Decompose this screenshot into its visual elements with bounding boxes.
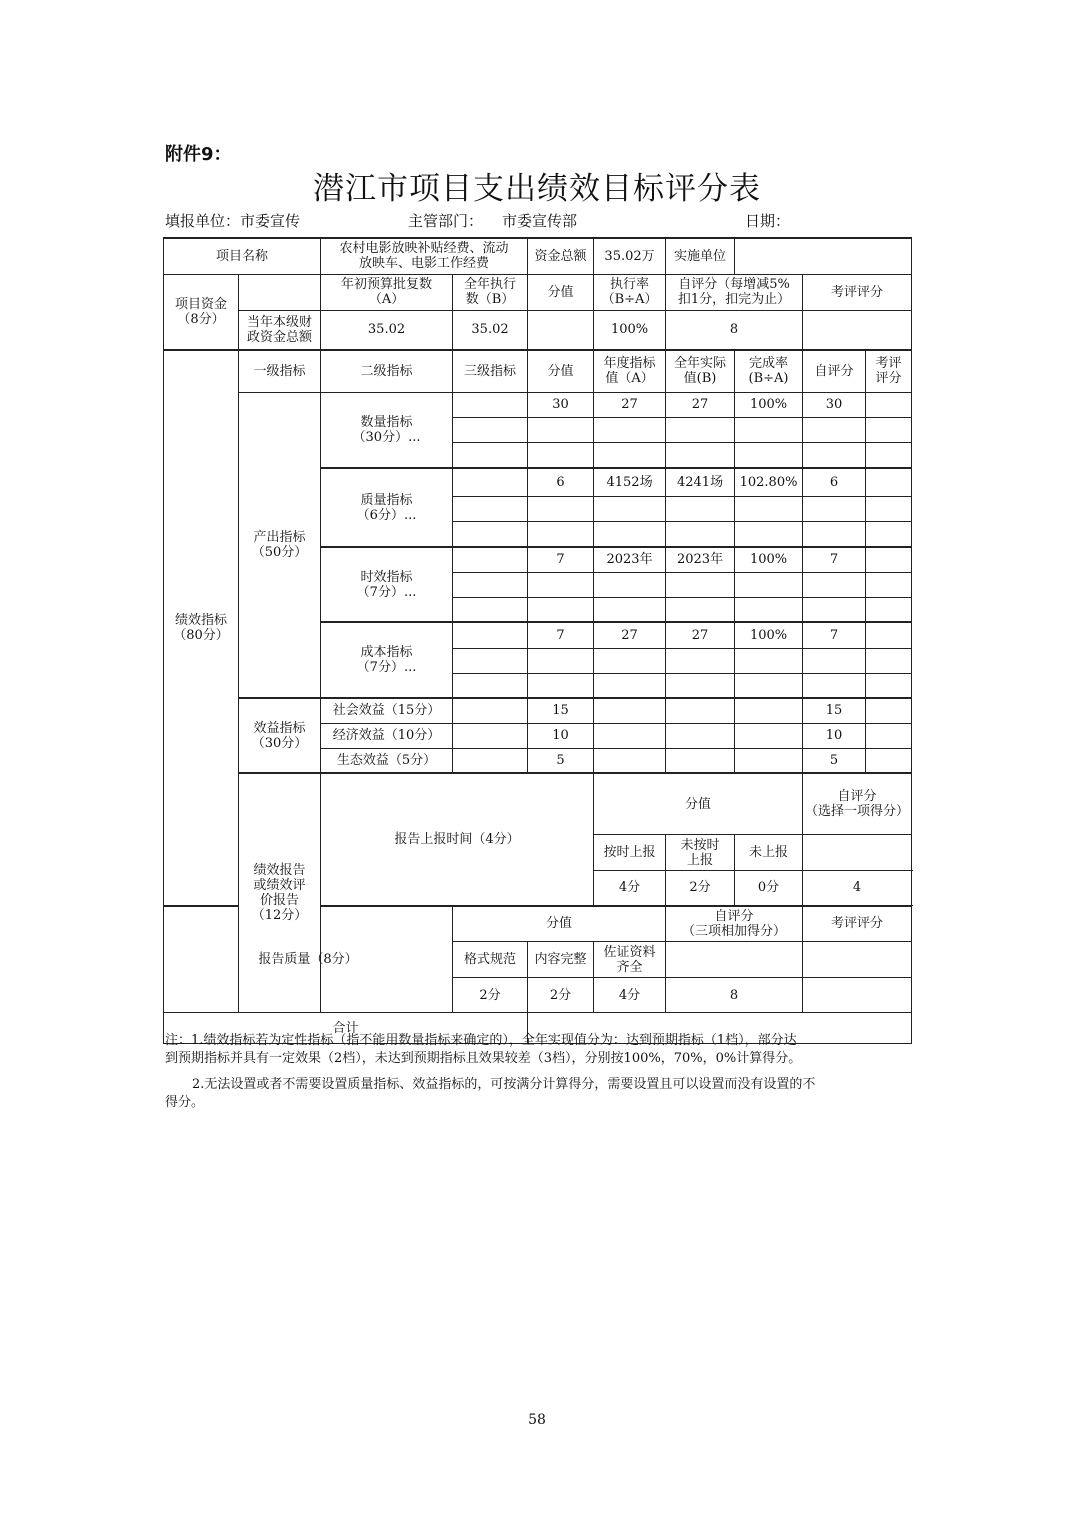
date-label: 日期： <box>745 212 791 230</box>
none-points: 0分 <box>735 871 803 906</box>
perf-score-header: 分值 <box>528 350 594 392</box>
ecological-benefit: 生态效益（5分） <box>321 748 453 773</box>
page-number: 58 <box>528 1412 546 1428</box>
economic-benefit: 经济效益（10分） <box>321 723 453 748</box>
self-score-cell: 7 <box>803 547 866 572</box>
rate-cell: 100% <box>735 622 803 648</box>
actual-header: 全年实际 值(B) <box>666 350 735 392</box>
self-score-cell: 30 <box>803 392 866 417</box>
project-name-label: 项目名称 <box>164 238 321 274</box>
complete-points: 2分 <box>528 978 594 1013</box>
level3-cell <box>453 748 528 773</box>
report-time-label: 报告上报时间（4分） <box>321 773 594 906</box>
eval-cell <box>866 622 912 648</box>
level3-cell <box>453 392 528 417</box>
attachment-label: 附件9： <box>165 144 232 165</box>
score-table <box>163 237 912 1044</box>
level3-cell <box>453 547 528 572</box>
on-time-points: 4分 <box>594 871 666 906</box>
impl-unit-label: 实施单位 <box>666 238 735 274</box>
score-cell: 7 <box>528 622 594 648</box>
perf-eval-header: 考评 评分 <box>866 350 912 392</box>
dept-value: 市委宣传部 <box>502 212 578 230</box>
evidence-option: 佐证资料 齐全 <box>594 942 666 978</box>
total-label: 合计 <box>164 1013 528 1044</box>
completion-rate-header: 完成率 (B÷A) <box>735 350 803 392</box>
score-cell: 7 <box>528 547 594 572</box>
level2-header: 二级指标 <box>321 350 453 392</box>
funds-rate-value: 100% <box>594 310 666 350</box>
funds-budget-value: 35.02 <box>321 310 453 350</box>
report-time-score-header: 分值 <box>594 773 803 835</box>
report-time-self-value: 4 <box>803 871 912 906</box>
funds-score-value <box>528 310 594 350</box>
total-funds-value: 35.02万 <box>594 238 666 274</box>
report-quality-self-value: 8 <box>666 978 803 1013</box>
cost-indicator: 成本指标 （7分）... <box>321 622 453 698</box>
report-quality-score-header: 分值 <box>453 906 666 942</box>
target-cell: 27 <box>594 392 666 417</box>
late-option: 未按时 上报 <box>666 835 735 871</box>
self-score-cell: 5 <box>803 748 866 773</box>
format-points: 2分 <box>453 978 528 1013</box>
self-score-cell: 10 <box>803 723 866 748</box>
funds-self-score-value: 8 <box>666 310 803 350</box>
score-cell: 6 <box>528 468 594 496</box>
actual-cell: 4241场 <box>666 468 735 496</box>
funds-score-header: 分值 <box>528 274 594 310</box>
funds-self-score-header: 自评分（每增减5% 扣1分，扣完为止） <box>666 274 803 310</box>
funds-exec-value: 35.02 <box>453 310 528 350</box>
note-1: 注：1.绩效指标若为定性指标（指不能用数量指标来确定的），全年实现值分为：达到预期指标（1档），部分达 到预期指标并具有一定效果（2档），未达到预期指标且效果较差（3档），分别按100%，70%，0%计算得分。 <box>165 1033 802 1066</box>
perf-label: 绩效指标 （80分） <box>164 350 239 906</box>
report-time-self-header: 自评分 （选择一项得分） <box>803 773 912 835</box>
dept-label: 主管部门： <box>408 212 484 230</box>
project-funds-label: 项目资金 （8分） <box>164 274 239 350</box>
total-funds-label: 资金总额 <box>528 238 594 274</box>
page-title: 潜江市项目支出绩效目标评分表 <box>313 171 761 207</box>
late-points: 2分 <box>666 871 735 906</box>
eval-cell <box>866 468 912 496</box>
level3-cell <box>453 698 528 723</box>
report-quality-eval-header: 考评评分 <box>803 906 912 942</box>
eval-cell <box>866 392 912 417</box>
self-score-cell: 7 <box>803 622 866 648</box>
target-cell: 4152场 <box>594 468 666 496</box>
output-indicator-label: 产出指标 （50分） <box>239 392 321 698</box>
self-score-cell: 15 <box>803 698 866 723</box>
self-score-cell: 6 <box>803 468 866 496</box>
level3-cell <box>453 622 528 648</box>
quality-indicator: 质量指标 （6分）... <box>321 468 453 547</box>
level3-cell <box>453 468 528 496</box>
benefit-indicator-label: 效益指标 （30分） <box>239 698 321 773</box>
level3-header: 三级指标 <box>453 350 528 392</box>
rate-cell: 100% <box>735 547 803 572</box>
rate-cell: 102.80% <box>735 468 803 496</box>
level1-header: 一级指标 <box>239 350 321 392</box>
target-cell: 2023年 <box>594 547 666 572</box>
impl-unit-value <box>735 238 912 274</box>
not-reported-option: 未上报 <box>735 835 803 871</box>
funds-blank-header <box>239 274 321 310</box>
score-cell: 30 <box>528 392 594 417</box>
score-cell: 10 <box>528 723 594 748</box>
score-cell: 15 <box>528 698 594 723</box>
exec-header: 全年执行 数（B） <box>453 274 528 310</box>
evidence-points: 4分 <box>594 978 666 1013</box>
budget-header: 年初预算批复数 （A） <box>321 274 453 310</box>
fill-unit-label: 填报单位：市委宣传 <box>165 212 301 230</box>
funds-eval-value <box>803 310 912 350</box>
rate-cell: 100% <box>735 392 803 417</box>
target-cell: 27 <box>594 622 666 648</box>
format-option: 格式规范 <box>453 942 528 978</box>
perf-self-score-header: 自评分 <box>803 350 866 392</box>
level3-cell <box>453 723 528 748</box>
funds-eval-header: 考评评分 <box>803 274 912 310</box>
on-time-option: 按时上报 <box>594 835 666 871</box>
social-benefit: 社会效益（15分） <box>321 698 453 723</box>
target-header: 年度指标 值（A） <box>594 350 666 392</box>
project-name-value: 农村电影放映补贴经费、流动 放映车、电影工作经费 <box>321 238 528 274</box>
complete-option: 内容完整 <box>528 942 594 978</box>
report-label: 绩效报告 或绩效评 价报告 （12分） <box>239 773 321 1013</box>
eval-cell <box>866 547 912 572</box>
score-cell: 5 <box>528 748 594 773</box>
exec-rate-header: 执行率 （B÷A） <box>594 274 666 310</box>
report-quality-label: 报告质量（8分） <box>164 906 453 1013</box>
funds-row-label: 当年本级财 政资金总额 <box>239 310 321 350</box>
timeliness-indicator: 时效指标 （7分）... <box>321 547 453 622</box>
note-2: 2.无法设置或者不需要设置质量指标、效益指标的，可按满分计算得分，需要设置且可以设置而没有设置的不 得分。 <box>165 1077 816 1110</box>
actual-cell: 2023年 <box>666 547 735 572</box>
actual-cell: 27 <box>666 392 735 417</box>
quantity-indicator: 数量指标 （30分）... <box>321 392 453 468</box>
actual-cell: 27 <box>666 622 735 648</box>
report-quality-self-header: 自评分 （三项相加得分） <box>666 906 803 942</box>
